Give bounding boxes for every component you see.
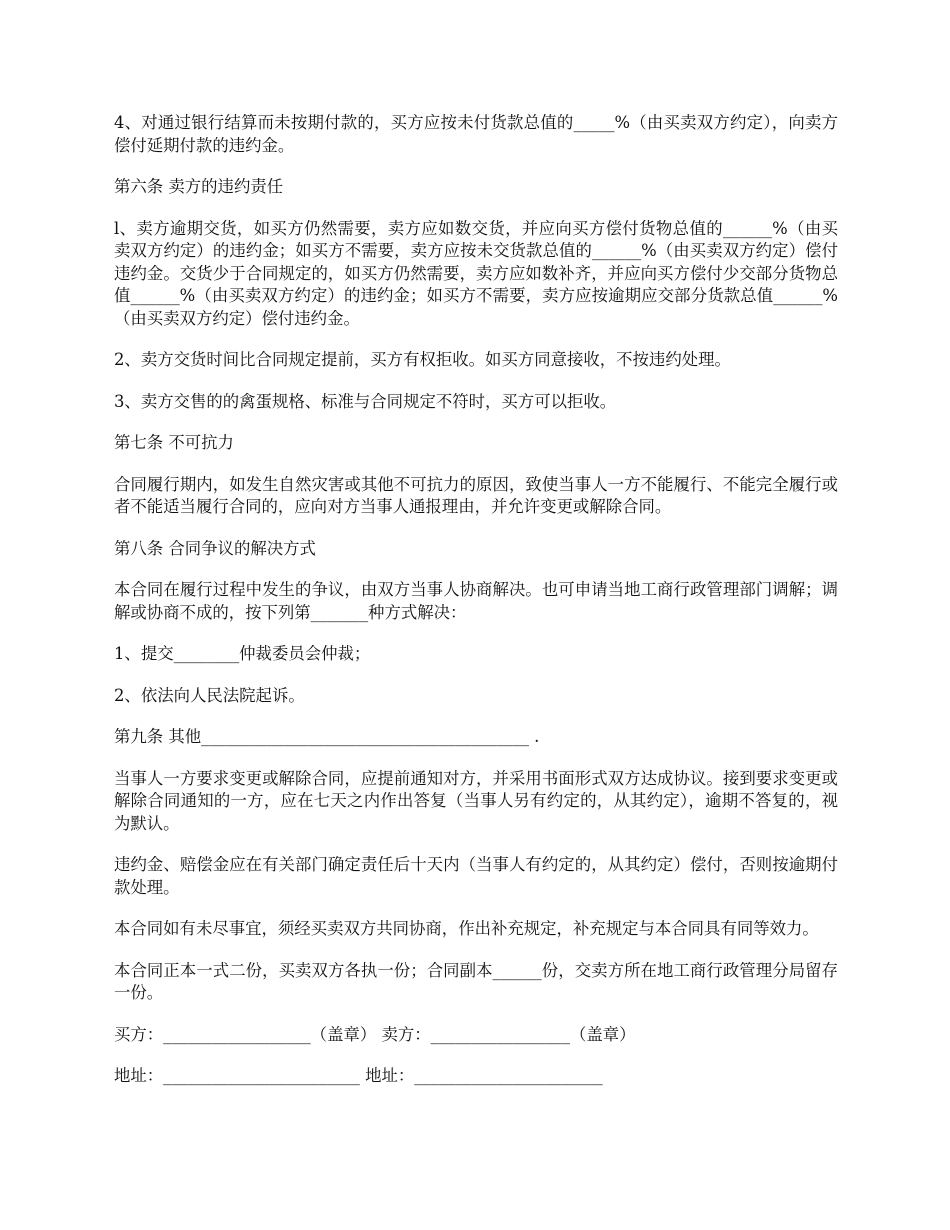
signature-line: 买方：__________________（盖章） 卖方：_________________（盖章） (114, 1024, 636, 1044)
article-7-heading: 第七条 不可抗力 (114, 433, 234, 452)
dispute-option-1: 1、提交________仲裁委员会仲裁； (114, 644, 371, 663)
clause-5-item-4: 4、对通过银行结算而未按期付款的，买方应按未付货款总值的_____%（由买卖双方约定），向卖方偿付延期付款的违约金。 (114, 113, 838, 155)
document-page (114, 112, 838, 1107)
penalty-payment-text: 违约金、赔偿金应在有关部门确定责任后十天内（当事人有约定的，从其约定）偿付，否则按逾期付款处理。 (114, 855, 838, 897)
clause-6-item-1: l、卖方逾期交货，如买方仍然需要，卖方应如数交货，并应向买方偿付货物总值的______%（由买卖双方约定）的违约金；如买方不需要，卖方应按未交货款总值的______%（由买卖双方约定）偿付违约金。交货少于合同规定的，如买方仍然需要，卖方应如数补齐，并应向买方偿付少交部分货物总值______%（由买卖双方约定）的违约金；如买方不需要，卖方应按逾期应交部分货款总值______%（由买卖双方约定）偿付违约金。 (114, 218, 838, 328)
supplement-text: 本合同如有未尽事宜，须经买卖双方共同协商，作出补充规定，补充规定与本合同具有同等效力。 (114, 919, 819, 938)
force-majeure-text: 合同履行期内，如发生自然灾害或其他不可抗力的原因，致使当事人一方不能履行、不能完全履行或者不能适当履行合同的，应向对方当事人通报理由，并允许变更或解除合同。 (114, 474, 838, 516)
article-9-heading: 第九条 其他________________________________________ . (114, 727, 540, 746)
article-6-heading: 第六条 卖方的违约责任 (114, 177, 284, 196)
address-line: 地址：________________________ 地址：_______________________ (114, 1066, 603, 1085)
clause-6-item-3: 3、卖方交售的的禽蛋规格、标准与合同规定不符时，买方可以拒收。 (114, 391, 617, 411)
dispute-resolution-text: 本合同在履行过程中发生的争议，由双方当事人协商解决。也可申请当地工商行政管理部门调解；调解或协商不成的，按下列第_______种方式解决： (114, 580, 838, 622)
copies-text: 本合同正本一式二份，买卖双方各执一份；合同副本______份，交卖方所在地工商行政管理分局留存一份。 (114, 960, 838, 1002)
dispute-option-2: 2、依法向人民法院起诉。 (114, 685, 305, 705)
contract-change-text: 当事人一方要求变更或解除合同，应提前通知对方，并采用书面形式双方达成协议。接到要求变更或解除合同通知的一方，应在七天之内作出答复（当事人另有约定的，从其约定），逾期不答复的，视为默认。 (114, 768, 838, 833)
clause-6-item-2: 2、卖方交货时间比合同规定提前，买方有权拒收。如买方同意接收，不按违约处理。 (114, 350, 731, 369)
article-8-heading: 第八条 合同争议的解决方式 (114, 538, 316, 558)
